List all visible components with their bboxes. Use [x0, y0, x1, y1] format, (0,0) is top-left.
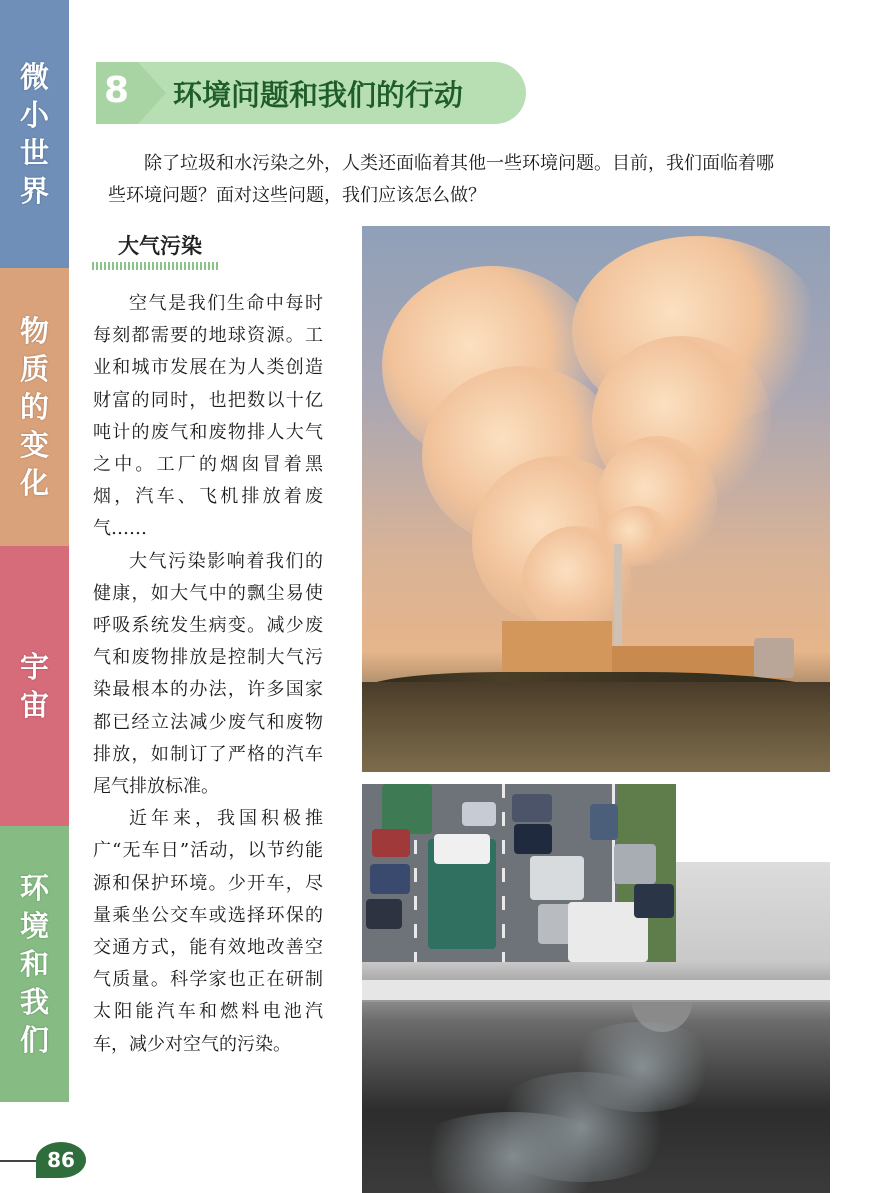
body-text [93, 288, 323, 1061]
side-tab-char: 境 [19, 909, 49, 943]
side-tab-micro-world[interactable] [0, 0, 69, 268]
side-tab-char: 微 [19, 60, 49, 94]
side-tab-matter-change[interactable] [0, 268, 69, 546]
side-tab-char: 和 [19, 947, 49, 981]
page-number: 86 [47, 1148, 75, 1172]
section-title: 大气污染 [118, 234, 202, 258]
side-tab-char: 化 [19, 466, 49, 500]
chapter-number: 8 [104, 70, 130, 111]
side-tab-char: 小 [19, 98, 49, 132]
side-tab-char: 宙 [19, 688, 49, 722]
side-tab-char: 物 [19, 314, 49, 348]
side-tab-environment[interactable] [0, 826, 69, 1102]
factory-smoke-photo [362, 226, 830, 772]
side-tab-universe[interactable] [0, 546, 69, 826]
page-number-line [0, 1160, 36, 1162]
side-tab-char: 的 [19, 390, 49, 424]
side-tab-char: 世 [19, 136, 49, 170]
side-tab-char: 质 [19, 352, 49, 386]
side-tab-char: 环 [19, 871, 49, 905]
section-underline [92, 262, 220, 270]
paragraph: 近年来，我国积极推广“无车日”活动，以节约能源和保护环境。少开车，尽量乘坐公交车或选择环保的交通方式，能有效地改善空气质量。科学家也正在研制太阳能汽车和燃料电池汽车，减少对空气的污染。 [93, 808, 323, 1055]
side-tab-char: 们 [19, 1023, 49, 1057]
intro-paragraph: 除了垃圾和水污染之外，人类还面临着其他一些环境问题。目前，我们面临着哪些环境问题？面对这些问题，我们应该怎么做？ [108, 153, 774, 206]
chapter-title: 环境问题和我们的行动 [173, 78, 464, 112]
side-tab-char: 界 [19, 174, 49, 208]
paragraph: 大气污染影响着我们的健康，如大气中的飘尘易使呼吸系统发生病变。减少废气和废物排放是控制大气污染最根本的办法，许多国家都已经立法减少废气和废物排放，如制订了严格的汽车尾气排放标准。 [93, 550, 323, 798]
side-tab-char: 变 [19, 428, 49, 462]
paragraph: 空气是我们生命中每时每刻都需要的地球资源。工业和城市发展在为人类创造财富的同时，也把数以十亿吨计的废气和废物排人大气之中。工厂的烟囱冒着黑烟，汽车、飞机排放着废气…… [93, 293, 323, 540]
side-tab-char: 宇 [19, 650, 49, 684]
side-tab-char: 我 [19, 985, 49, 1019]
traffic-jam-photo [362, 784, 676, 962]
